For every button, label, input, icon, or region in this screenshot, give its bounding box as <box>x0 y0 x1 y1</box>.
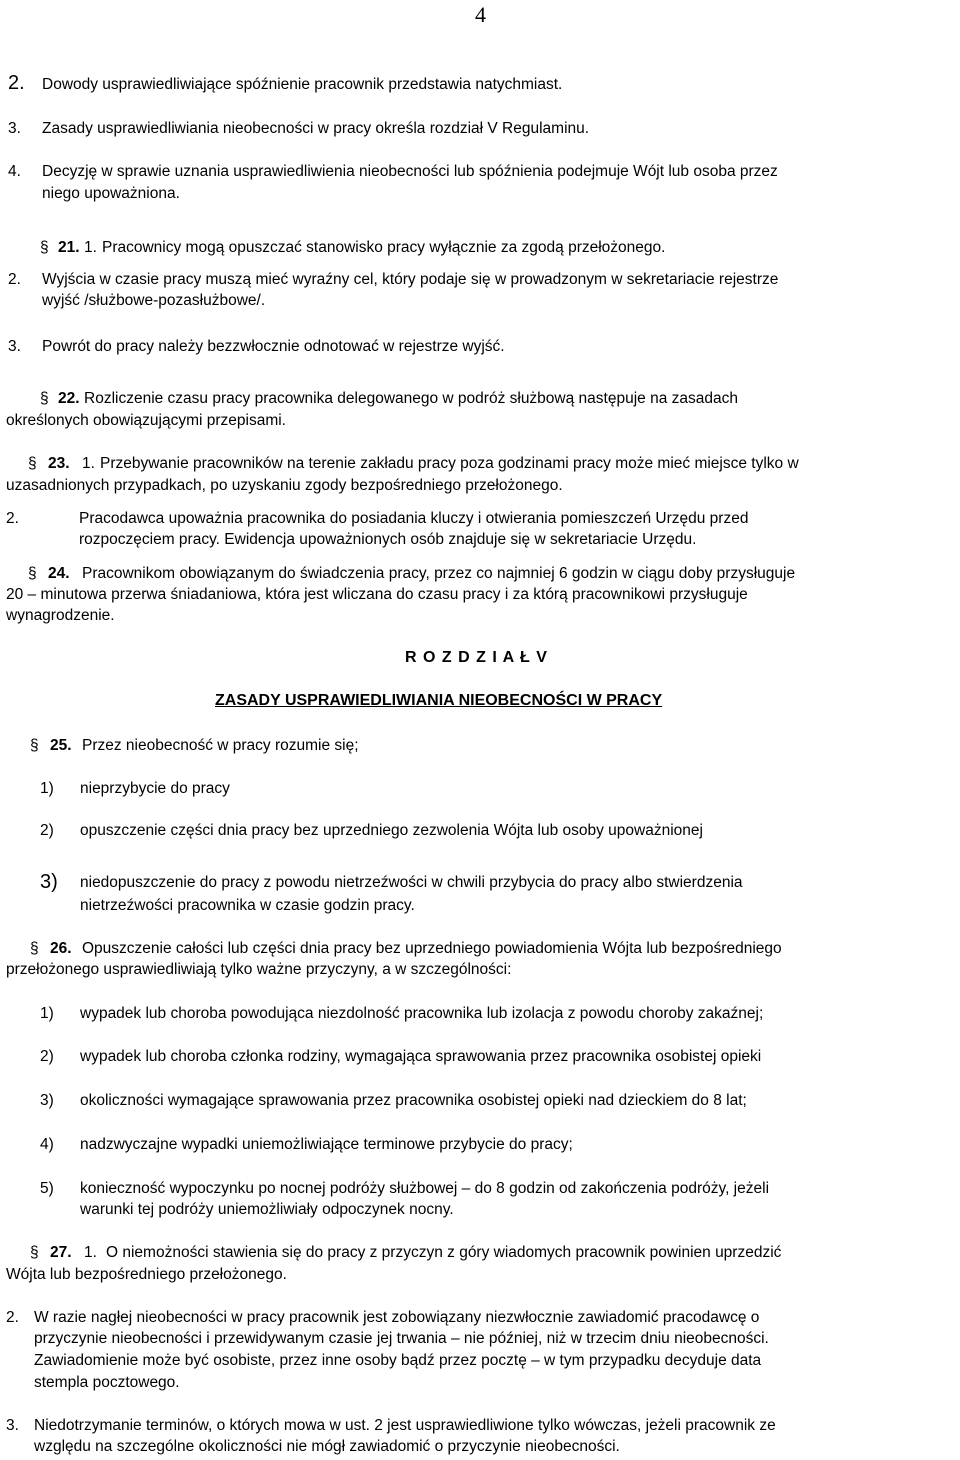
paragraph-line: względu na szczególne okoliczności nie mógł zawiadomić o przyczynie nieobecności. <box>34 1438 620 1455</box>
section-sign: § <box>40 239 49 256</box>
paragraph-text: Pracownicy mogą opuszczać stanowisko pracy wyłącznie za zgodą przełożonego. <box>102 239 666 256</box>
item-number: 2. <box>6 510 19 527</box>
paragraph-line: Pracodawca upoważnia pracownika do posiadania kluczy i otwierania pomieszczeń Urzędu przed <box>79 510 749 527</box>
list-number: 3) <box>40 871 58 893</box>
section-number: 27. <box>50 1244 72 1261</box>
page-number: 4 <box>475 2 486 27</box>
paragraph-line: stempla pocztowego. <box>34 1374 180 1391</box>
list-number: 4) <box>40 1136 54 1153</box>
item-number: 4. <box>8 163 21 180</box>
list-number: 2) <box>40 1048 54 1065</box>
paragraph-line: Wójta lub bezpośredniego przełożonego. <box>6 1266 287 1283</box>
paragraph-line: wyjść /służbowe-pozasłużbowe/. <box>42 292 266 309</box>
item-number: 3. <box>6 1417 19 1434</box>
paragraph-line: Decyzję w sprawie uznania usprawiedliwienia nieobecności lub spóźnienia podejmuje Wójt lub osoba przez <box>42 163 778 180</box>
section-number: 23. <box>48 455 70 472</box>
paragraph-text: Przez nieobecność w pracy rozumie się; <box>82 737 359 754</box>
list-item: wypadek lub choroba powodująca niezdolność pracownika lub izolacja z powodu choroby zakaźnej; <box>80 1005 764 1022</box>
item-number: 3. <box>8 120 21 137</box>
section-number: 22. <box>58 390 80 407</box>
paragraph-line: Zawiadomienie może być osobiste, przez inne osoby bądź przez pocztę – w tym przypadku decyduje data <box>34 1352 762 1369</box>
chapter-title: R O Z D Z I A Ł V <box>405 649 548 666</box>
paragraph-line: Pracownikom obowiązanym do świadczenia pracy, przez co najmniej 6 godzin w ciągu doby przysługuje <box>82 565 796 582</box>
section-sign: § <box>30 940 39 957</box>
paragraph-line: Niedotrzymanie terminów, o których mowa w ust. 2 jest usprawiedliwione tylko wówczas, jeżeli pracownik ze <box>34 1417 776 1434</box>
paragraph-line: W razie nagłej nieobecności w pracy pracownik jest zobowiązany niezwłocznie zawiadomić pracodawcę o <box>34 1309 760 1326</box>
section-number: 24. <box>48 565 70 582</box>
paragraph-line: Opuszczenie całości lub części dnia pracy bez uprzedniego powiadomienia Wójta lub bezpośredniego <box>82 940 782 957</box>
item-number: 2. <box>6 1309 19 1326</box>
paragraph-line: O niemożności stawienia się do pracy z przyczyn z góry wiadomych pracownik powinien uprzedzić <box>106 1244 782 1261</box>
list-item: nieprzybycie do pracy <box>80 780 230 797</box>
paragraph-line: rozpoczęciem pracy. Ewidencja upoważnionych osób znajduje się w sekretariacie Urzędu. <box>79 531 697 548</box>
paragraph-text: Powrót do pracy należy bezzwłocznie odnotować w rejestrze wyjść. <box>42 338 505 355</box>
section-sign: § <box>40 390 49 407</box>
item-number: 2. <box>8 271 21 288</box>
list-number: 2) <box>40 822 54 839</box>
paragraph-line: uzasadnionych przypadkach, po uzyskaniu zgody bezpośredniego przełożonego. <box>6 477 563 494</box>
list-number: 1) <box>40 1005 54 1022</box>
paragraph-line: Wyjścia w czasie pracy muszą mieć wyraźny cel, który podaje się w prowadzonym w sekretariacie rejestrze <box>42 271 779 288</box>
paragraph-line: wynagrodzenie. <box>6 607 115 624</box>
paragraph-line: Rozliczenie czasu pracy pracownika delegowanego w podróż służbową następuje na zasadach <box>84 390 738 407</box>
section-sign: § <box>28 455 37 472</box>
item-number: 1. <box>84 239 97 256</box>
section-number: 25. <box>50 737 72 754</box>
item-number: 1. <box>84 1244 97 1261</box>
chapter-subtitle: ZASADY USPRAWIEDLIWIANIA NIEOBECNOŚCI W PRACY <box>215 692 663 709</box>
list-item-continued: warunki tej podróży uniemożliwiały odpoczynek nocny. <box>80 1201 454 1218</box>
section-number: 26. <box>50 940 72 957</box>
list-item-continued: nietrzeźwości pracownika w czasie godzin pracy. <box>80 897 415 914</box>
item-number: 3. <box>8 338 21 355</box>
list-item: opuszczenie części dnia pracy bez uprzedniego zezwolenia Wójta lub osoby upoważnionej <box>80 822 703 839</box>
paragraph-text: Zasady usprawiedliwiania nieobecności w pracy określa rozdział V Regulaminu. <box>42 120 590 137</box>
list-number: 3) <box>40 1092 54 1109</box>
list-item: konieczność wypoczynku po nocnej podróży służbowej – do 8 godzin od zakończenia podróży, jeżeli <box>80 1180 770 1197</box>
list-item: wypadek lub choroba członka rodziny, wymagająca sprawowania przez pracownika osobistej opieki <box>80 1048 762 1065</box>
paragraph-line: Przebywanie pracowników na terenie zakładu pracy poza godzinami pracy może mieć miejsce tylko w <box>100 455 799 472</box>
paragraph-line: określonych obowiązującymi przepisami. <box>6 412 286 429</box>
paragraph-line: przełożonego usprawiedliwiają tylko ważne przyczyny, a w szczególności: <box>6 961 512 978</box>
paragraph-text: Dowody usprawiedliwiające spóźnienie pracownik przedstawia natychmiast. <box>42 76 563 93</box>
list-number: 5) <box>40 1180 54 1197</box>
section-sign: § <box>28 565 37 582</box>
paragraph-line: przyczynie nieobecności i przewidywanym czasie jej trwania – nie później, niż w trzecim dniu nieobecności. <box>34 1330 769 1347</box>
paragraph-line: 20 – minutowa przerwa śniadaniowa, która jest wliczana do czasu pracy i za którą pracownikowi przysługuje <box>6 586 748 603</box>
section-number: 21. <box>58 239 80 256</box>
paragraph-line: niego upoważniona. <box>42 185 180 202</box>
item-number: 2. <box>8 72 25 94</box>
section-sign: § <box>30 737 39 754</box>
list-item: nadzwyczajne wypadki uniemożliwiające terminowe przybycie do pracy; <box>80 1136 573 1153</box>
item-number: 1. <box>82 455 95 472</box>
list-item: niedopuszczenie do pracy z powodu nietrzeźwości w chwili przybycia do pracy albo stwierdzenia <box>80 874 743 891</box>
list-item: okoliczności wymagające sprawowania przez pracownika osobistej opieki nad dzieckiem do 8 lat; <box>80 1092 747 1109</box>
list-number: 1) <box>40 780 54 797</box>
section-sign: § <box>30 1244 39 1261</box>
